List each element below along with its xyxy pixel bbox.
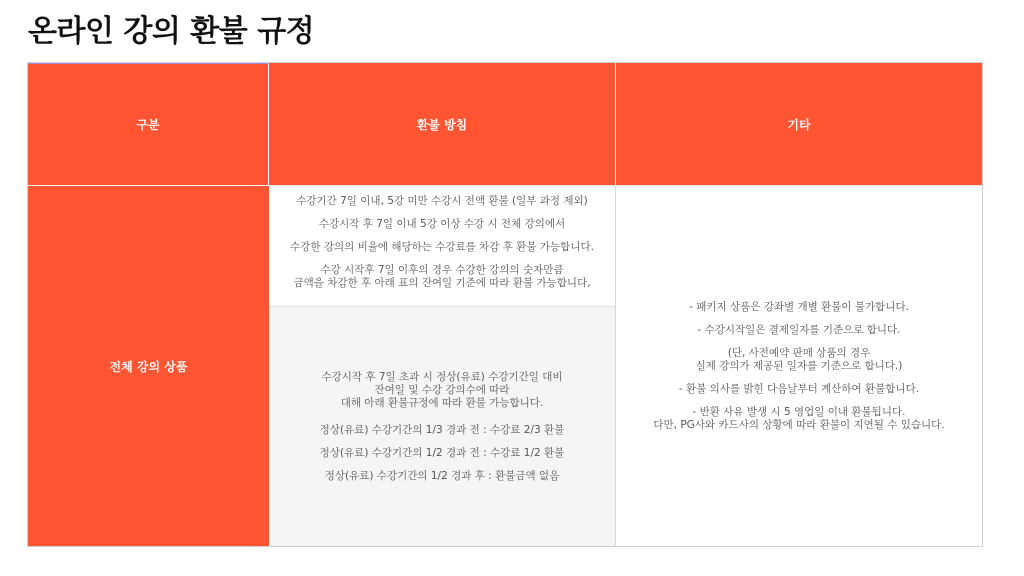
- policy-line: 수강시작 후 7일 초과 시 정상(유료) 수강기간일 대비 잔여일 및 수강 강의수에 따라 대해 아래 환불규정에 따라 환불 가능합니다.: [321, 370, 563, 409]
- policy-line: 정상(유료) 수강기간의 1/3 경과 전 : 수강료 2/3 환불: [319, 423, 565, 436]
- header-category: 구분: [28, 63, 269, 185]
- category-cell: 전체 강의 상품: [28, 185, 269, 546]
- header-refund-policy: 환불 방침: [269, 63, 616, 185]
- page-title: 온라인 강의 환불 규정: [28, 14, 315, 49]
- header-etc: 기타: [616, 63, 982, 185]
- etc-line: (단, 사전예약 판매 상품의 경우 실제 강의가 제공된 일자를 기준으로 합니다.): [695, 346, 903, 372]
- policy-line: 정상(유료) 수강기간의 1/2 경과 전 : 수강료 1/2 환불: [319, 446, 565, 459]
- etc-line: - 반환 사유 발생 시 5 영업일 이내 환불됩니다. 다만, PG사와 카드사의 상황에 따라 환불이 지연될 수 있습니다.: [653, 405, 945, 431]
- etc-line: - 환불 의사를 밝힌 다음날부터 계산하여 환불합니다.: [678, 382, 920, 395]
- etc-cell: [616, 185, 982, 546]
- refund-policy-cell: [269, 185, 616, 546]
- policy-line: 수강한 강의의 비율에 해당하는 수강료를 차감 후 환불 가능합니다.: [290, 241, 594, 253]
- etc-line: - 수강시작일은 결제일자를 기준으로 합니다.: [697, 323, 901, 336]
- policy-line: 수강 시작후 7일 이후의 경우 수강한 강의의 숫자만큼 금액을 차감한 후 아래 표의 잔여일 기준에 따라 환불 가능합니다,: [293, 264, 591, 289]
- refund-policy-table: [27, 62, 983, 547]
- policy-line: 정상(유료) 수강기간의 1/2 경과 후 : 환불금액 없음: [324, 469, 560, 482]
- policy-top-section: [269, 186, 615, 307]
- etc-line: - 패키지 상품은 강좌별 개별 환불이 불가합니다.: [689, 300, 909, 313]
- policy-line: 수강기간 7일 이내, 5강 미만 수강시 전액 환불 (일부 과정 제외): [296, 195, 588, 207]
- policy-bottom-section: [269, 307, 615, 546]
- policy-line: 수강시작 후 7일 이내 5강 이상 수강 시 전체 강의에서: [318, 218, 566, 230]
